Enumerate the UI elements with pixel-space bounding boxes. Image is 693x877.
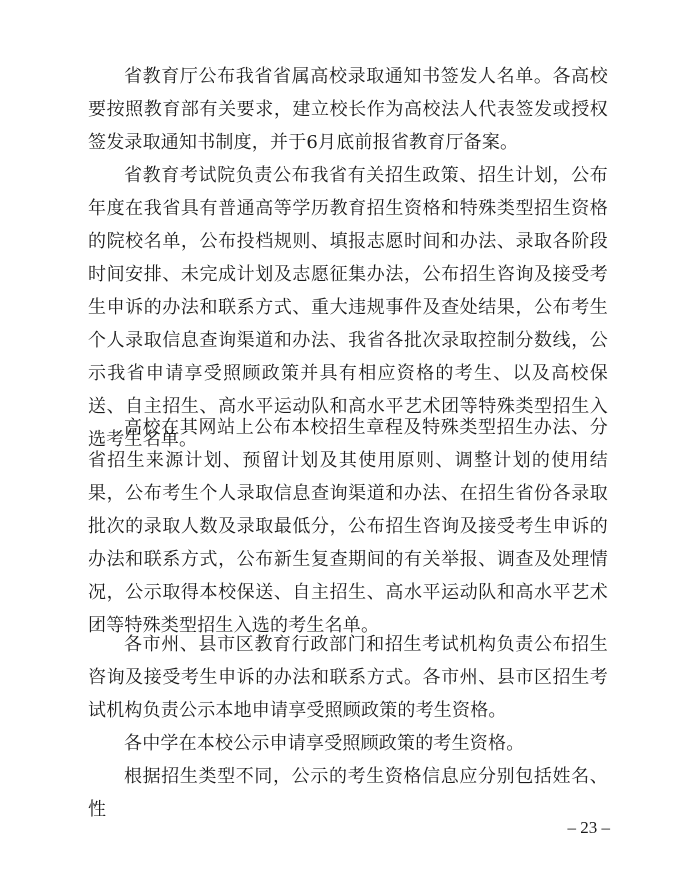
paragraph-2: 省教育考试院负责公布我省有关招生政策、招生计划，公布年度在我省具有普通高等学历教育招生资格和特殊类型招生资格的院校名单，公布投档规则、填报志愿时间和办法、录取各阶段时间安排、未完成计划及志愿征集办法，公布招生咨询及接受考生申诉的办法和联系方式、重大违规事件及查处结果，公布考生个人录取信息查询渠道和办法、我省各批次录取控制分数线，公示我省申请享受照顾政策并具有相应资格的考生、以及高校保送、自主招生、高水平运动队和高水平艺术团等特殊类型招生入选考生名单。 <box>88 165 608 450</box>
paragraph-3: 高校在其网站上公布本校招生章程及特殊类型招生办法、分省招生来源计划、预留计划及其使用原则、调整计划的使用结果，公布考生个人录取信息查询渠道和办法、在招生省份各录取批次的录取人数及录取最低分，公布招生咨询及接受考生申诉的办法和联系方式，公布新生复查期间的有关举报、调查及处理情况，公示取得本校保送、自主招生、高水平运动队和高水平艺术团等特殊类型招生入选的考生名单。 <box>88 417 608 636</box>
paragraph-5: 各中学在本校公示申请享受照顾政策的考生资格。 <box>124 733 525 754</box>
paragraph-6: 根据招生类型不同，公示的考生资格信息应分别包括姓名、性 <box>88 766 608 820</box>
paragraph-4: 各市州、县市区教育行政部门和招生考试机构负责公布招生咨询及接受考生申诉的办法和联系方式。各市州、县市区招生考试机构负责公示本地申请享受照顾政策的考生资格。 <box>88 634 608 721</box>
page-number: – 23 – <box>567 818 610 837</box>
paragraph-1: 省教育厅公布我省省属高校录取通知书签发人名单。各高校要按照教育部有关要求，建立校长作为高校法人代表签发或授权签发录取通知书制度，并于6月底前报省教育厅备案。 <box>88 66 608 153</box>
